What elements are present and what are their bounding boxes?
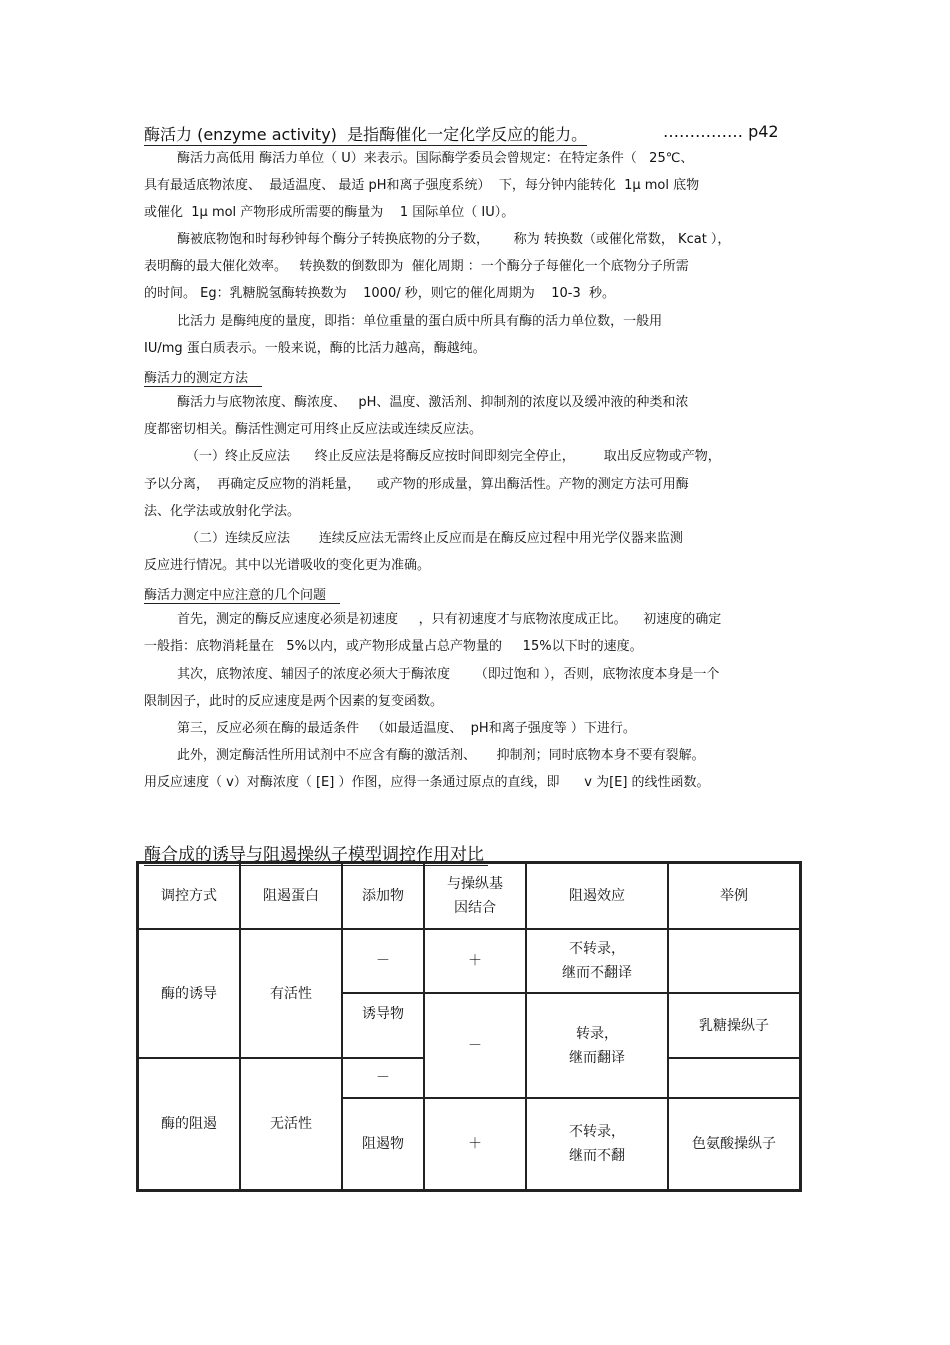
- paragraph-line: 比活力 是酶纯度的量度，即指：单位重量的蛋白质中所具有酶的活力单位数，一般用: [177, 314, 663, 329]
- operator-binding-cell: ＋: [424, 1098, 526, 1190]
- operator-binding-cell: ＋: [424, 929, 526, 993]
- repression-effect-cell: 不转录， 继而不翻: [526, 1098, 668, 1190]
- example-cell: 色氨酸操纵子: [668, 1098, 800, 1190]
- paragraph-line: 其次，底物浓度、辅因子的浓度必须大于酶浓度 （即过饱和 ），否则，底物浓度本身是一个: [177, 667, 720, 682]
- header-cell: 调控方式: [138, 863, 240, 929]
- paragraph-line: 酶活力与底物浓度、酶浓度、 pH、温度、激活剂、抑制剂的浓度以及缓冲液的种类和浓: [177, 395, 689, 410]
- section-heading: 酶活力的测定方法: [144, 367, 262, 387]
- additive-cell: 阻遏物: [342, 1098, 424, 1190]
- example-cell: [668, 929, 800, 993]
- regulation-mode-cell: 酶的阻遏: [138, 1058, 240, 1190]
- additive-cell: －: [342, 1058, 424, 1098]
- header-cell: 添加物: [342, 863, 424, 929]
- table-title: 酶合成的诱导与阻遏操纵子模型调控作用对比: [144, 840, 488, 866]
- paragraph-line: 具有最适底物浓度、 最适温度、 最适 pH和离子强度系统） 下，每分钟内能转化 1μ mol 底物: [144, 178, 700, 193]
- paragraph-line: 首先，测定的酶反应速度必须是初速度 ，只有初速度才与底物浓度成正比。 初速度的确定: [177, 612, 722, 627]
- repressor-cell: 无活性: [240, 1058, 342, 1190]
- paragraph-line: 予以分离， 再确定反应物的消耗量， 或产物的形成量，算出酶活性。产物的测定方法可用酶: [144, 477, 689, 492]
- paragraph-line: IU/mg 蛋白质表示。一般来说，酶的比活力越高，酶越纯。: [144, 341, 486, 356]
- paragraph-line: 第三，反应必须在酶的最适条件 （如最适温度、 pH和离子强度等 ）下进行。: [177, 721, 636, 736]
- repression-effect-cell: 不转录， 继而不翻译: [526, 929, 668, 993]
- paragraph-line: 一般指：底物消耗量在 5%以内，或产物形成量占总产物量的 15%以下时的速度。: [144, 639, 643, 654]
- doc-title: 酶活力 (enzyme activity) 是指酶催化一定化学反应的能力。: [144, 125, 588, 144]
- operator-binding-cell: －: [424, 993, 526, 1098]
- paragraph-line: 用反应速度（ v）对酶浓度（ [E] ）作图，应得一条通过原点的直线，即 v 为[E] 的线性函数。: [144, 775, 710, 790]
- additive-cell: 诱导物: [342, 993, 424, 1058]
- regulation-mode-cell: 酶的诱导: [138, 929, 240, 1058]
- header-cell: 举例: [668, 863, 800, 929]
- paragraph-line: （二）连续反应法 连续反应法无需终止反应而是在酶反应过程中用光学仪器来监测: [186, 531, 683, 546]
- paragraph-line: 酶活力高低用 酶活力单位（ U）来表示。国际酶学委员会曾规定：在特定条件（ 25℃、: [177, 151, 694, 166]
- header-cell: 阻遏蛋白: [240, 863, 342, 929]
- paragraph-line: 的时间。 Eg：乳糖脱氢酶转换数为 1000/ 秒，则它的催化周期为 10-3 秒。: [144, 286, 616, 301]
- section-heading: 酶活力测定中应注意的几个问题: [144, 584, 340, 604]
- header-cell: 阻遏效应: [526, 863, 668, 929]
- paragraph-line: 酶被底物饱和时每秒钟每个酶分子转换底物的分子数， 称为 转换数（或催化常数， Kcat ），: [177, 232, 731, 247]
- paragraph-line: 度都密切相关。酶活性测定可用终止反应法或连续反应法。: [144, 422, 483, 437]
- paragraph-line: 反应进行情况。其中以光谱吸收的变化更为准确。: [144, 558, 431, 573]
- paragraph-line: 或催化 1μ mol 产物形成所需要的酶量为 1 国际单位（ IU）。: [144, 205, 515, 220]
- paragraph-line: （一）终止反应法 终止反应法是将酶反应按时间即刻完全停止， 取出反应物或产物，: [186, 449, 721, 464]
- paragraph-line: 法、化学法或放射化学法。: [144, 504, 301, 519]
- paragraph-line: 此外，测定酶活性所用试剂中不应含有酶的激活剂、 抑制剂；同时底物本身不要有裂解。: [177, 748, 705, 763]
- additive-cell: －: [342, 929, 424, 993]
- example-cell: [668, 1058, 800, 1098]
- page-reference: …………… p42: [663, 122, 779, 141]
- header-cell: 与操纵基 因结合: [424, 863, 526, 929]
- example-cell: 乳糖操纵子: [668, 993, 800, 1058]
- repression-effect-cell: 转录， 继而翻译: [526, 993, 668, 1098]
- repressor-cell: 有活性: [240, 929, 342, 1058]
- paragraph-line: 表明酶的最大催化效率。 转换数的倒数即为 催化周期 ：一个酶分子每催化一个底物分子所需: [144, 259, 689, 274]
- paragraph-line: 限制因子，此时的反应速度是两个因素的复变函数。: [144, 694, 444, 709]
